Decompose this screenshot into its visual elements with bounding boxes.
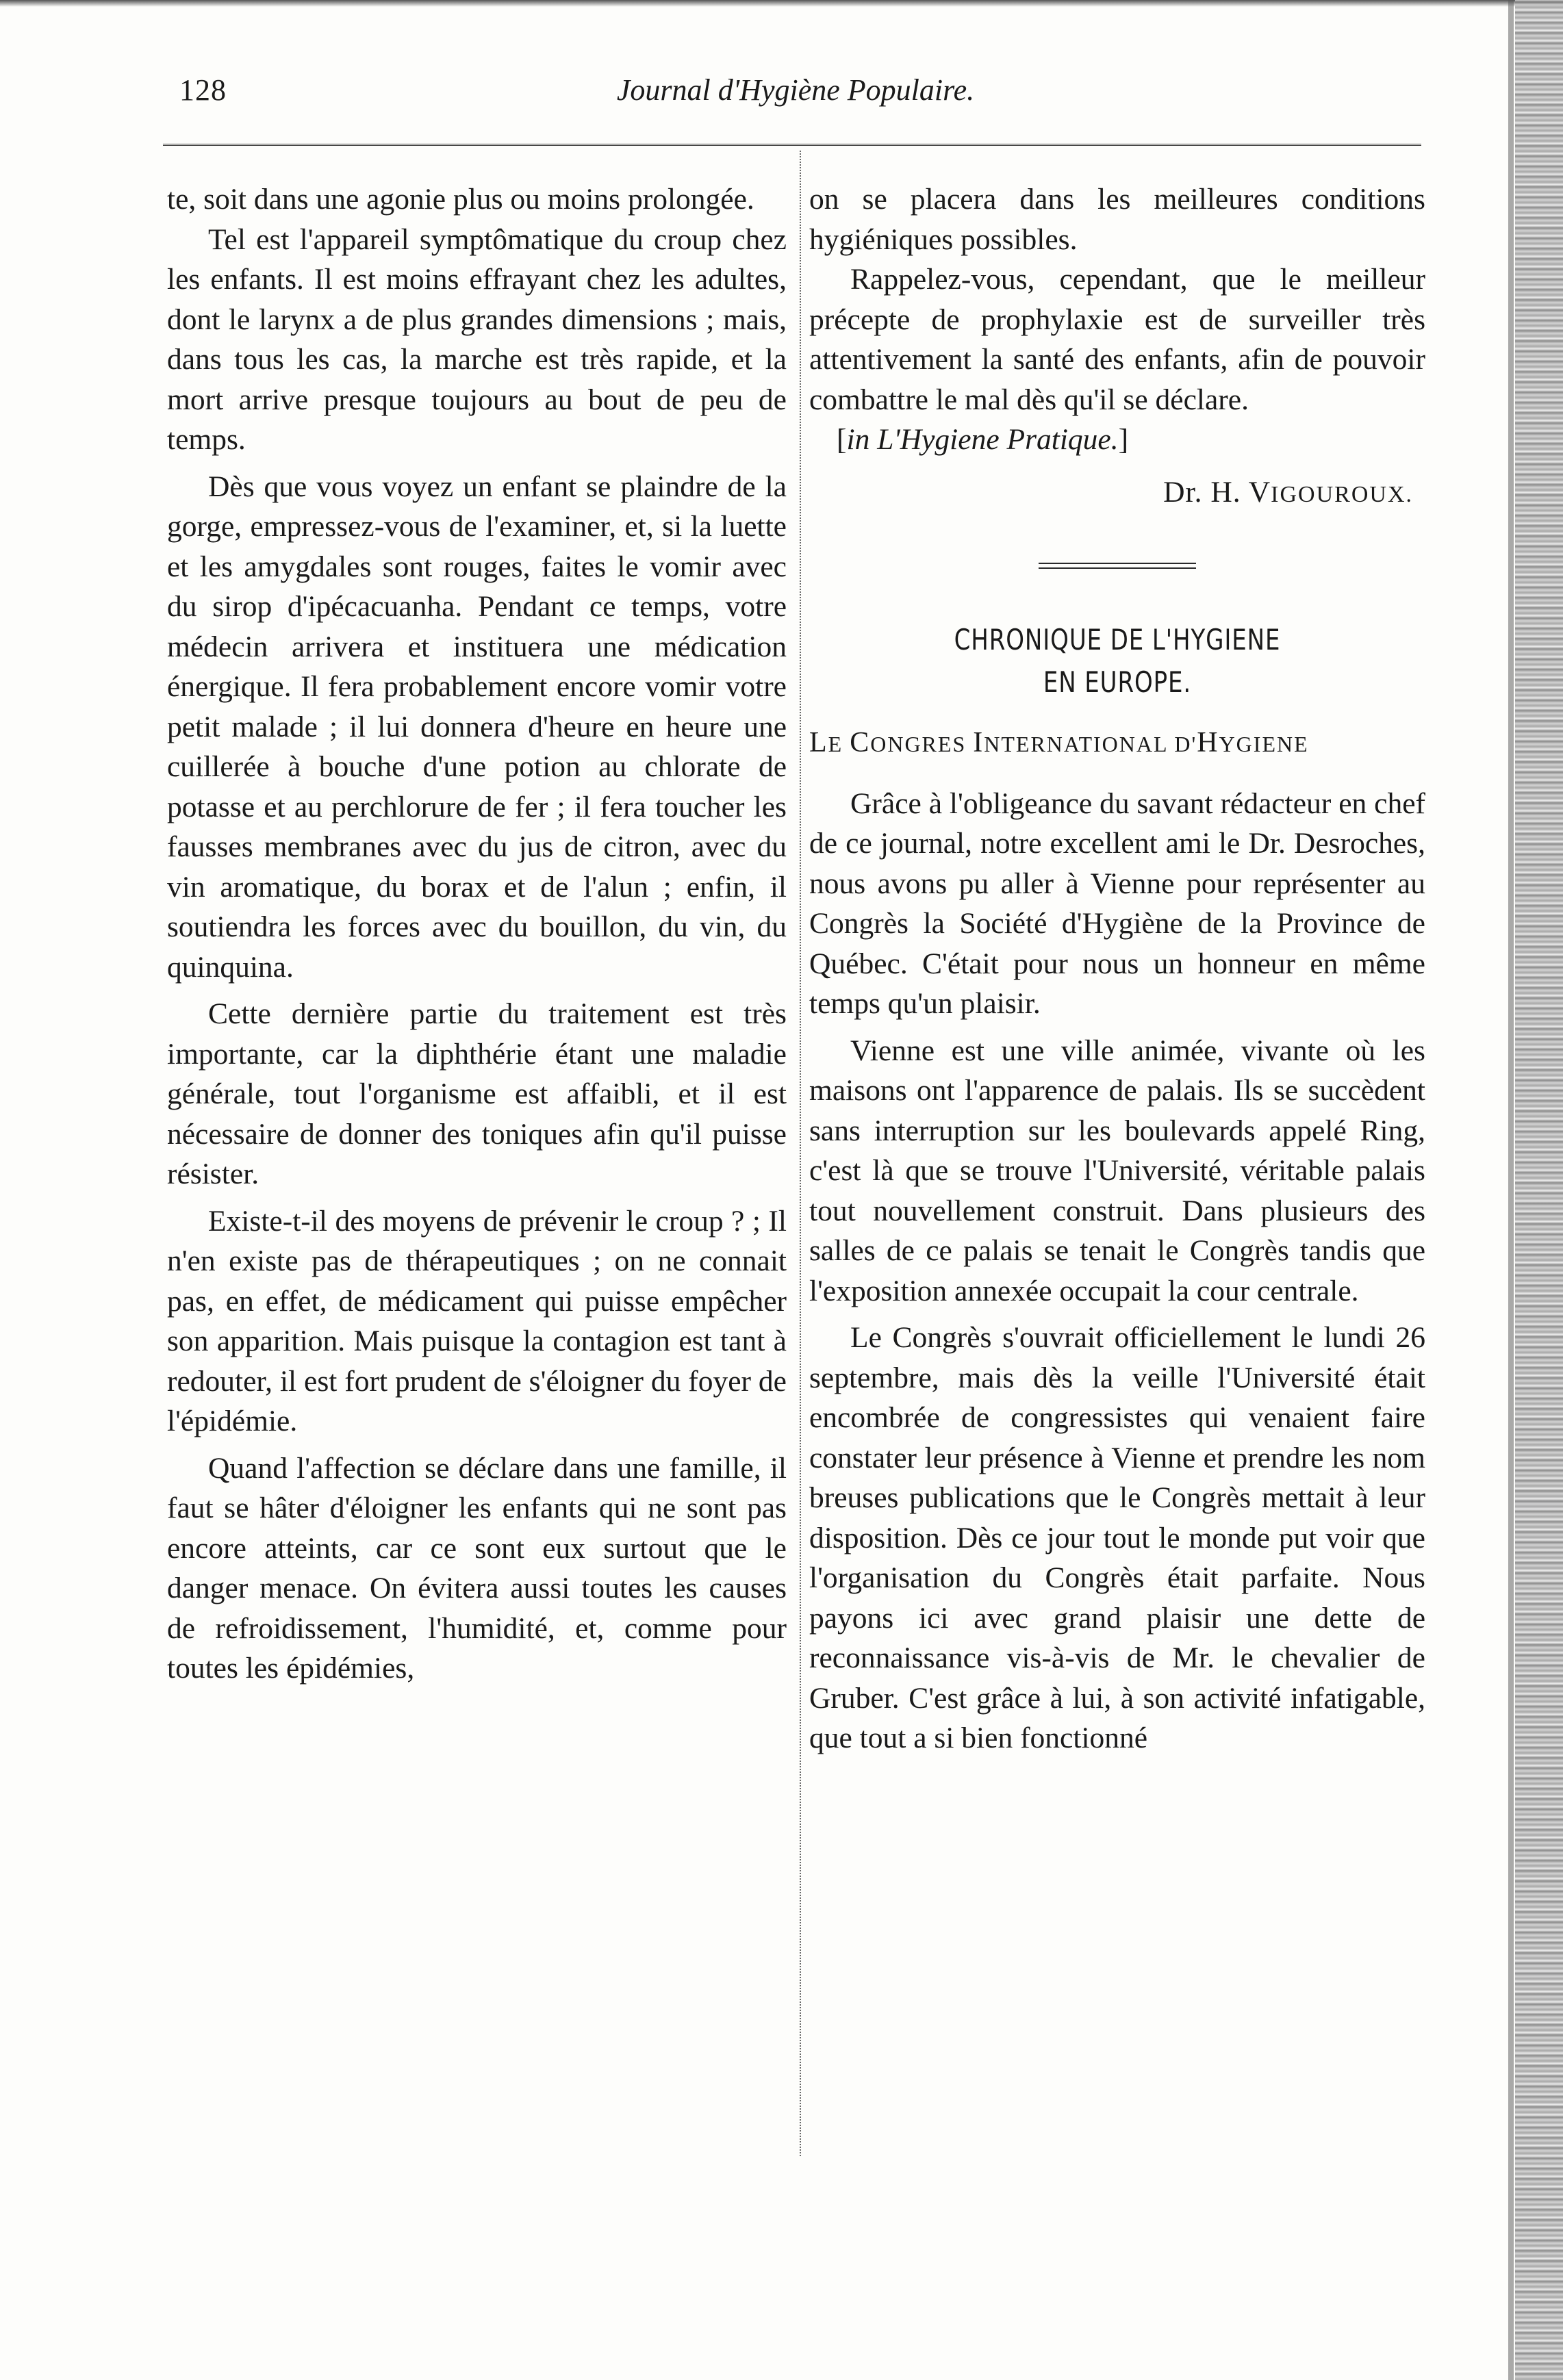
subheading-part: NTERNATIONAL D' (984, 732, 1197, 756)
paragraph: on se placera dans les meilleures conditions hygiéniques possibles. (809, 183, 1425, 256)
subheading-part: C (850, 727, 871, 758)
column-divider (800, 151, 801, 2156)
source-text: in L'Hygiene Pratique. (846, 423, 1119, 456)
paragraph: Grâce à l'obligeance du savant rédacteur en chef de ce journal, notre excellent ami le Dr. Desroches, nous avons pu aller à Vienne pour représenter au Congrès la Société d'Hygiène de la Province de Québec. C'était pour nous un honneur en même temps qu'un plaisir. (809, 786, 1425, 1020)
article-subheading (809, 723, 1425, 765)
subheading-part: H (1197, 727, 1219, 758)
paragraph: Tel est l'appareil symptômatique du croup chez les enfants. Il est moins effrayant chez les adultes, dont le larynx a de plus grandes dimensions ; mais, dans tous les cas, la marche est très rapide, et la mort arrive presque toujours au bout de peu de temps. (167, 222, 787, 456)
paragraph: Cette dernière partie du traitement est très importante, car la diphthérie étant une maladie générale, tout l'organisme est affaibli, et il est nécessaire de donner des toniques afin qu'il puisse résister. (167, 997, 787, 1190)
paragraph: Le Congrès s'ouvrait officiellement le lundi 26 septembre, mais dès la veille l'Université était encombrée de congressistes qui venaient faire constater leur présence à Vienne et prendre les nom breuses publications que le Congrès mettait à leur disposition. Dès ce jour tout le monde put voir que l'organisation du Congrès était parfaite. Nous payons ici avec grand plaisir une dette de reconnaissance vis-à-vis de Mr. le chevalier de Gruber. C'est grâce à lui, à son activité infatigable, que tout a si bien fonctionné (809, 1321, 1425, 1754)
section-heading-line1: CHRONIQUE DE L'HYGIENE (954, 623, 1281, 656)
subheading-part: I (973, 727, 984, 758)
section-heading-line2: EN EUROPE. (1043, 665, 1192, 699)
scan-gutter-shadow (1508, 0, 1514, 2380)
page-number: 128 (179, 73, 227, 107)
subheading-part: L (809, 727, 828, 758)
signature-small-caps: IGOUROUX. (1271, 481, 1413, 507)
subheading-part: ONGRES (870, 732, 974, 756)
signature-main: Dr. H. V (1163, 475, 1271, 509)
scan-right-edge (1515, 0, 1563, 2380)
right-column (809, 179, 1425, 1758)
scan-top-edge (0, 0, 1563, 7)
subheading-part: E (828, 732, 850, 756)
left-column (167, 179, 787, 1689)
paragraph: Rappelez-vous, cependant, que le meilleur précepte de prophylaxie est de surveiller très attentivement la santé des enfants, afin de pouvoir combattre le mal dès qu'il se déclare. (809, 263, 1425, 416)
source-citation (809, 420, 1425, 460)
paragraph: Existe-t-il des moyens de prévenir le croup ? ; Il n'en existe pas de thérapeutiques ; on ne connait pas, en effet, de médicament qui puisse empêcher son apparition. Mais puisque la contagion est tant à redouter, il est fort prudent de s'éloigner du foyer de l'épidémie. (167, 1204, 787, 1437)
source-close-bracket: ] (1118, 423, 1129, 456)
paragraph: Dès que vous voyez un enfant se plaindre de la gorge, empressez-vous de l'examiner, et, si la luette et les amygdales sont rouges, faites le vomir avec du sirop d'ipécacuanha. Pendant ce temps, votre médecin arrivera et instituera une médication énergique. Il fera probablement encore vomir votre petit malade ; il lui donnera d'heure en heure une cuillerée à bouche d'une potion au chlorate de potasse et au perchlorure de fer ; il fera toucher les fausses membranes avec du jus de citron, avec du vin aromatique, du borax et de l'alun ; enfin, il soutiendra les forces avec du bouillon, du vin, du quinquina. (167, 470, 787, 984)
header-rule (163, 144, 1421, 146)
paragraph: Vienne est une ville animée, vivante où les maisons ont l'apparence de palais. Ils se succèdent sans interruption sur les boulevards appelé Ring, c'est là que se trouve l'Université, véritable palais tout nouvellement construit. Dans plusieurs des salles de ce palais se tenait le Congrès tandis que l'exposition annexée occupait la cour centrale. (809, 1034, 1425, 1307)
page-header (179, 68, 1419, 130)
source-open-bracket: [ (837, 423, 847, 456)
running-title: Journal d'Hygiène Populaire. (616, 73, 975, 107)
section-rule (1039, 563, 1196, 564)
paragraph: te, soit dans une agonie plus ou moins prolongée. (167, 183, 754, 216)
section-heading (840, 619, 1395, 704)
paragraph: Quand l'affection se déclare dans une famille, il faut se hâter d'éloigner les enfants qui ne sont pas encore atteints, car ce sont eux surtout que le danger menace. On évitera aussi toutes les causes de refroidissement, l'humidité, et, comme pour toutes les épidémies, (167, 1451, 787, 1685)
subheading-part: YGIENE (1219, 732, 1309, 756)
author-signature (809, 472, 1425, 515)
